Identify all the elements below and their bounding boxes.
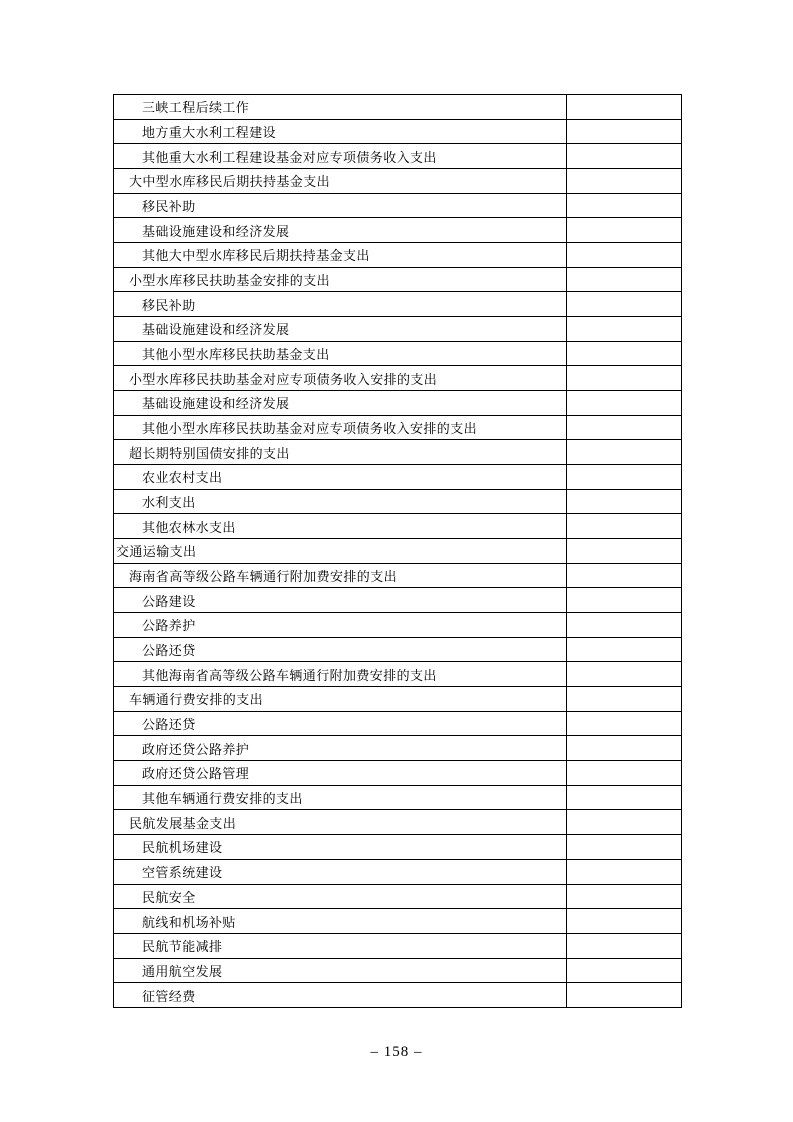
item-label-cell: 移民补助	[114, 193, 567, 218]
table-row	[114, 218, 682, 243]
item-label-cell: 海南省高等级公路车辆通行附加费安排的支出	[114, 563, 567, 588]
item-value-cell	[567, 391, 682, 416]
item-value-cell	[567, 514, 682, 539]
item-label-cell: 公路建设	[114, 588, 567, 613]
table-row	[114, 613, 682, 638]
item-value-cell	[567, 835, 682, 860]
item-value-cell	[567, 341, 682, 366]
table-row	[114, 711, 682, 736]
table-row	[114, 588, 682, 613]
table-row	[114, 465, 682, 490]
table-row	[114, 909, 682, 934]
item-label-cell: 民航节能减排	[114, 933, 567, 958]
item-value-cell	[567, 440, 682, 465]
item-value-cell	[567, 810, 682, 835]
item-label-cell: 其他小型水库移民扶助基金支出	[114, 341, 567, 366]
table-row	[114, 144, 682, 169]
table-row	[114, 489, 682, 514]
item-value-cell	[567, 958, 682, 983]
table-row	[114, 514, 682, 539]
item-label-cell: 公路养护	[114, 613, 567, 638]
item-label-cell: 政府还贷公路养护	[114, 736, 567, 761]
table-row	[114, 736, 682, 761]
table-row	[114, 341, 682, 366]
table-row	[114, 785, 682, 810]
budget-table-body	[114, 95, 682, 1008]
table-row	[114, 810, 682, 835]
table-row	[114, 292, 682, 317]
item-label-cell: 其他农林水支出	[114, 514, 567, 539]
table-row	[114, 958, 682, 983]
item-label-cell: 其他大中型水库移民后期扶持基金支出	[114, 243, 567, 268]
table-row	[114, 835, 682, 860]
item-label-cell: 基础设施建设和经济发展	[114, 218, 567, 243]
table-row	[114, 662, 682, 687]
table-row	[114, 169, 682, 194]
item-label-cell: 民航安全	[114, 884, 567, 909]
item-value-cell	[567, 366, 682, 391]
item-value-cell	[567, 687, 682, 712]
item-label-cell: 其他车辆通行费安排的支出	[114, 785, 567, 810]
table-row	[114, 761, 682, 786]
item-value-cell	[567, 415, 682, 440]
table-row	[114, 983, 682, 1008]
item-value-cell	[567, 909, 682, 934]
item-value-cell	[567, 637, 682, 662]
table-row	[114, 563, 682, 588]
item-label-cell: 交通运输支出	[114, 539, 567, 564]
table-row	[114, 243, 682, 268]
item-label-cell: 基础设施建设和经济发展	[114, 317, 567, 342]
budget-table	[113, 94, 682, 1008]
item-label-cell: 空管系统建设	[114, 859, 567, 884]
item-value-cell	[567, 785, 682, 810]
item-label-cell: 小型水库移民扶助基金对应专项债务收入安排的支出	[114, 366, 567, 391]
item-label-cell: 超长期特别国债安排的支出	[114, 440, 567, 465]
item-label-cell: 民航机场建设	[114, 835, 567, 860]
item-label-cell: 政府还贷公路管理	[114, 761, 567, 786]
item-label-cell: 水利支出	[114, 489, 567, 514]
item-label-cell: 通用航空发展	[114, 958, 567, 983]
item-value-cell	[567, 267, 682, 292]
item-value-cell	[567, 761, 682, 786]
item-value-cell	[567, 563, 682, 588]
item-label-cell: 公路还贷	[114, 637, 567, 662]
table-row	[114, 95, 682, 120]
item-value-cell	[567, 465, 682, 490]
item-label-cell: 三峡工程后续工作	[114, 95, 567, 120]
item-label-cell: 小型水库移民扶助基金安排的支出	[114, 267, 567, 292]
item-value-cell	[567, 95, 682, 120]
item-value-cell	[567, 292, 682, 317]
item-value-cell	[567, 613, 682, 638]
item-value-cell	[567, 884, 682, 909]
table-row	[114, 687, 682, 712]
item-label-cell: 其他重大水利工程建设基金对应专项债务收入支出	[114, 144, 567, 169]
table-row	[114, 539, 682, 564]
item-value-cell	[567, 489, 682, 514]
item-value-cell	[567, 588, 682, 613]
table-row	[114, 267, 682, 292]
item-value-cell	[567, 859, 682, 884]
table-row	[114, 933, 682, 958]
page-number: – 158 –	[370, 1044, 423, 1060]
table-row	[114, 119, 682, 144]
item-label-cell: 航线和机场补贴	[114, 909, 567, 934]
item-value-cell	[567, 711, 682, 736]
table-row	[114, 366, 682, 391]
item-value-cell	[567, 983, 682, 1008]
table-row	[114, 391, 682, 416]
item-label-cell: 征管经费	[114, 983, 567, 1008]
item-label-cell: 农业农村支出	[114, 465, 567, 490]
table-row	[114, 637, 682, 662]
item-label-cell: 民航发展基金支出	[114, 810, 567, 835]
item-value-cell	[567, 736, 682, 761]
item-label-cell: 移民补助	[114, 292, 567, 317]
item-value-cell	[567, 317, 682, 342]
item-value-cell	[567, 539, 682, 564]
item-label-cell: 车辆通行费安排的支出	[114, 687, 567, 712]
item-value-cell	[567, 193, 682, 218]
item-label-cell: 地方重大水利工程建设	[114, 119, 567, 144]
item-value-cell	[567, 169, 682, 194]
item-value-cell	[567, 218, 682, 243]
table-row	[114, 859, 682, 884]
table-row	[114, 884, 682, 909]
table-row	[114, 415, 682, 440]
item-value-cell	[567, 933, 682, 958]
table-row	[114, 193, 682, 218]
item-value-cell	[567, 662, 682, 687]
item-label-cell: 大中型水库移民后期扶持基金支出	[114, 169, 567, 194]
item-label-cell: 其他小型水库移民扶助基金对应专项债务收入安排的支出	[114, 415, 567, 440]
item-label-cell: 其他海南省高等级公路车辆通行附加费安排的支出	[114, 662, 567, 687]
item-label-cell: 公路还贷	[114, 711, 567, 736]
item-value-cell	[567, 243, 682, 268]
table-row	[114, 440, 682, 465]
item-label-cell: 基础设施建设和经济发展	[114, 391, 567, 416]
item-value-cell	[567, 119, 682, 144]
table-row	[114, 317, 682, 342]
item-value-cell	[567, 144, 682, 169]
